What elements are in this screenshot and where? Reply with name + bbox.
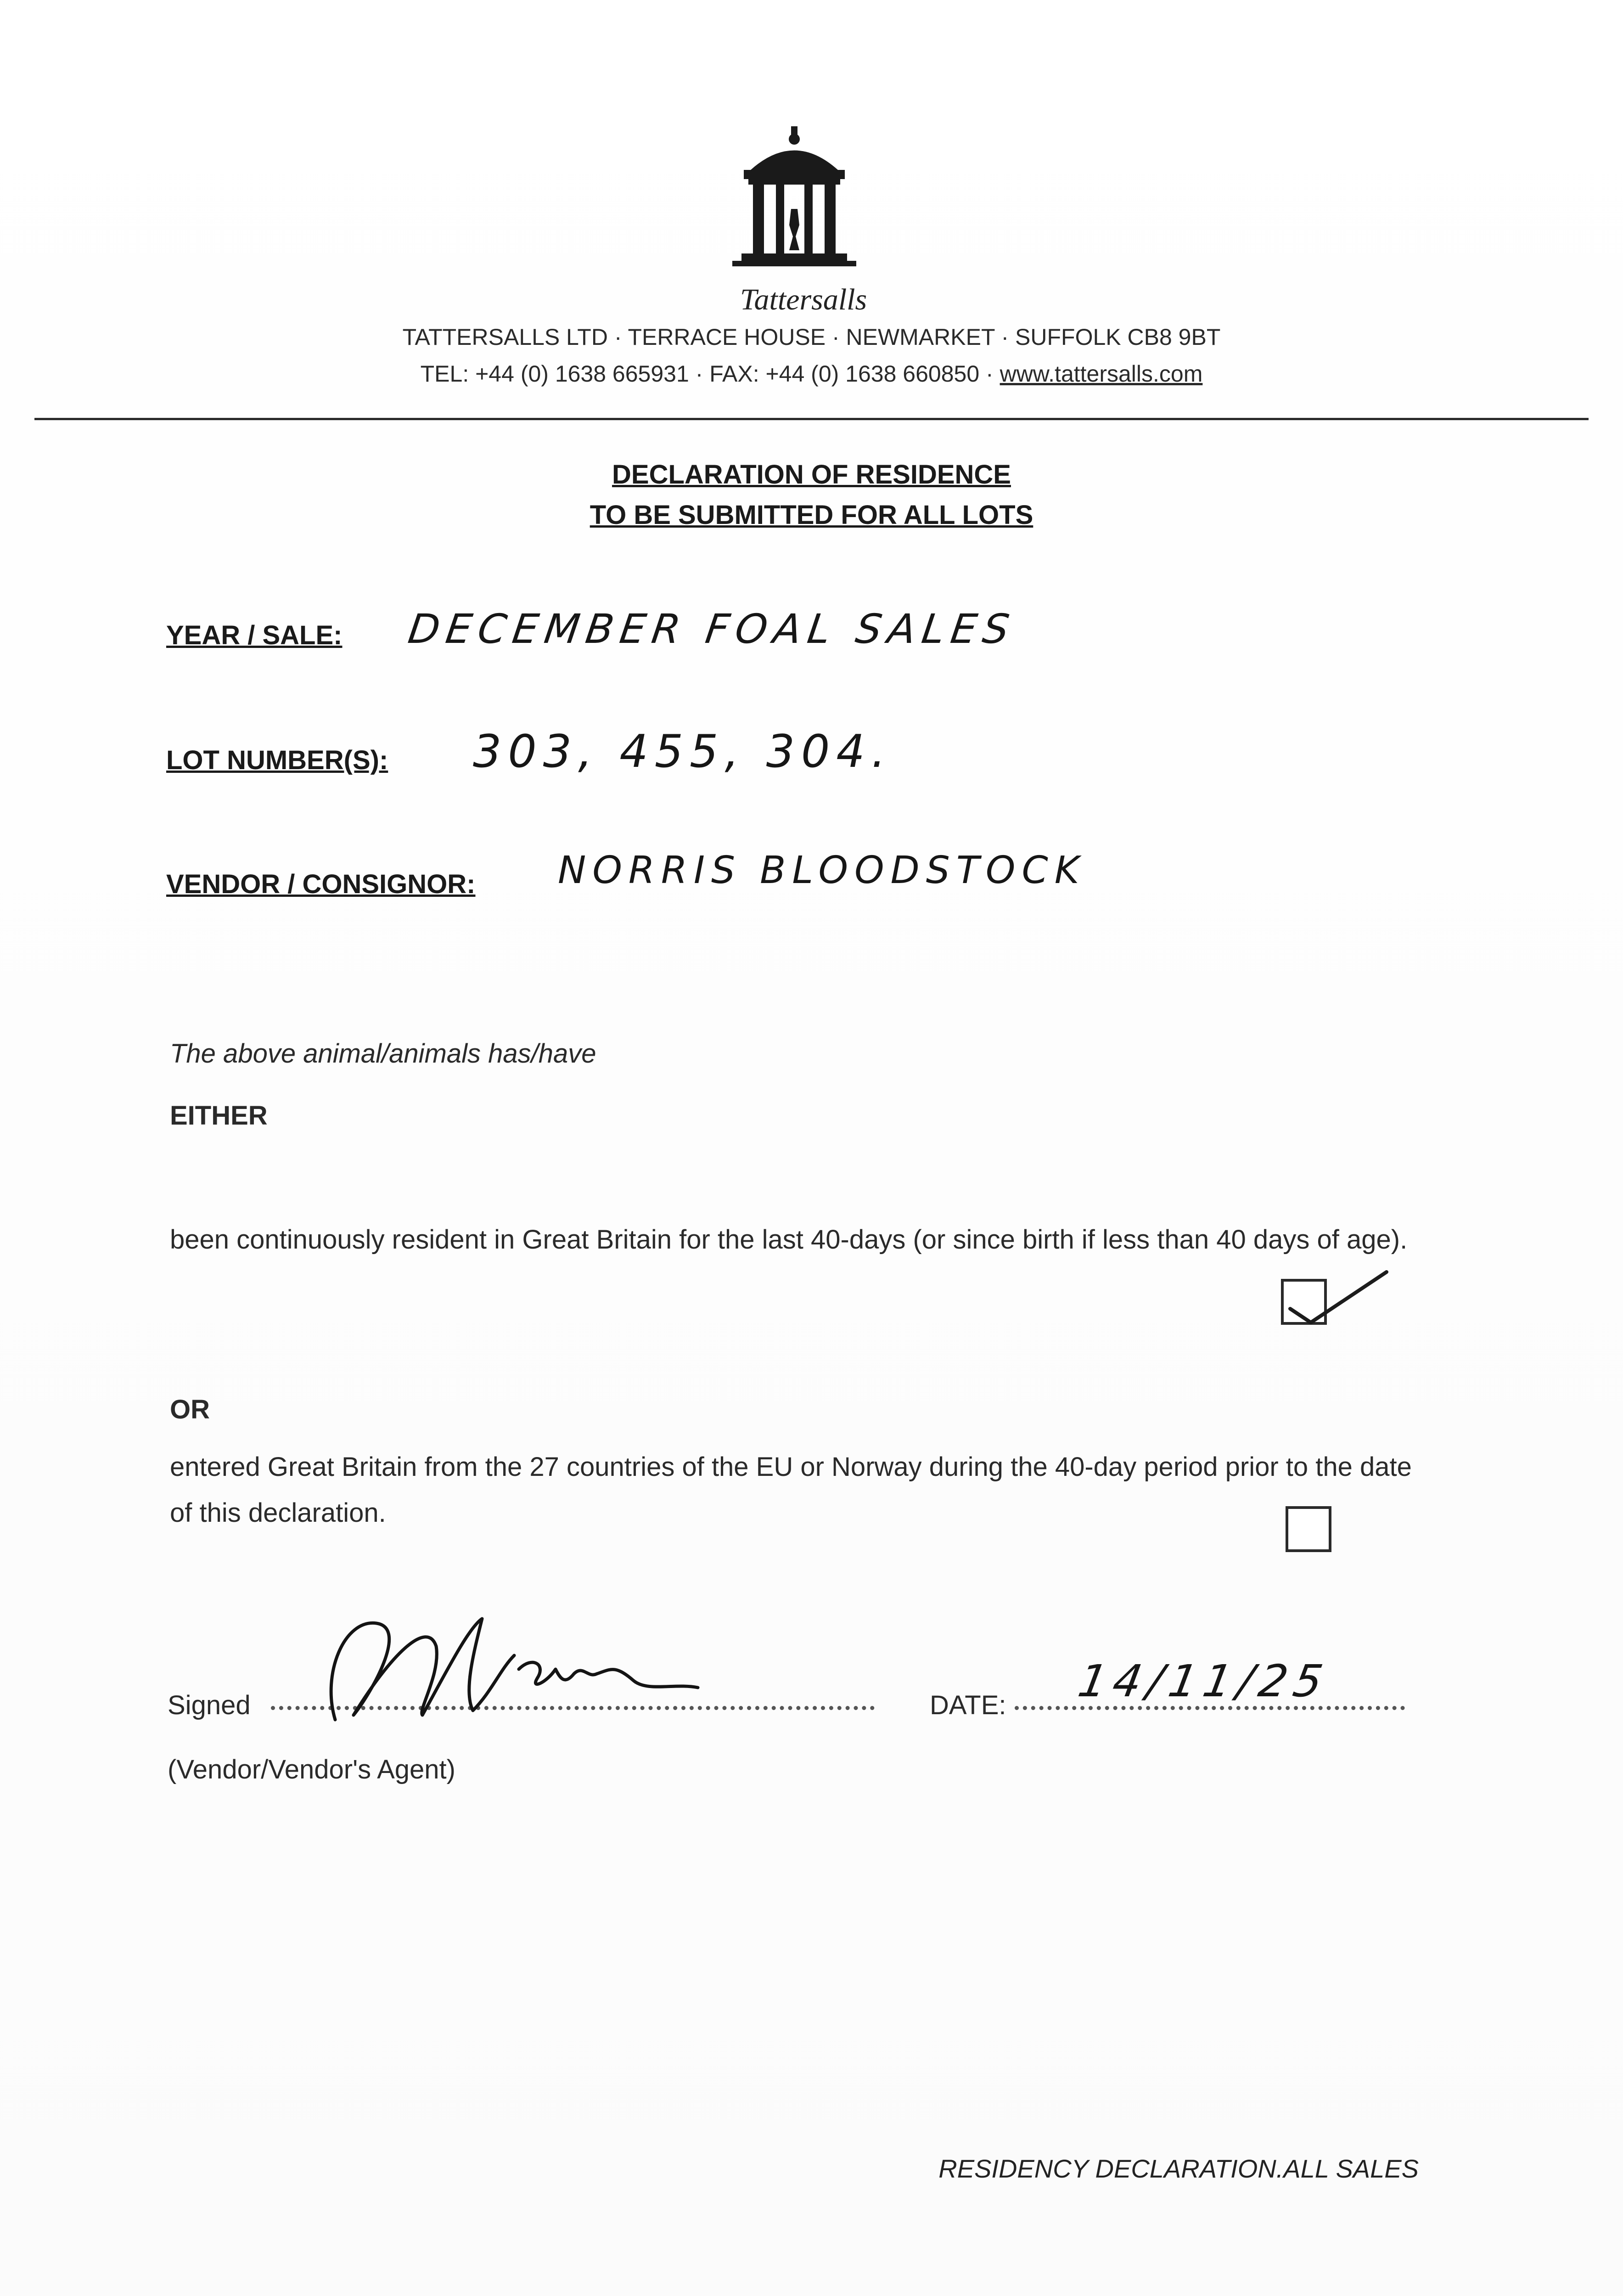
signer-role-label: (Vendor/Vendor's Agent) bbox=[168, 1755, 455, 1784]
option-resident-text: been continuously resident in Great Britain for the last 40-days (or since birth if less than 40 days of age). bbox=[170, 1225, 1408, 1255]
footer-form-id: RESIDENCY DECLARATION.ALL SALES bbox=[938, 2154, 1419, 2183]
form-subtitle: TO BE SUBMITTED FOR ALL LOTS bbox=[590, 500, 1033, 530]
contact-line bbox=[138, 360, 1485, 387]
tattersalls-rotunda-logo-icon bbox=[732, 126, 856, 278]
header-divider bbox=[34, 418, 1589, 420]
lot-numbers-field[interactable]: 303, 455, 304. bbox=[473, 726, 892, 778]
vendor-consignor-label: VENDOR / CONSIGNOR: bbox=[166, 869, 476, 899]
website-link[interactable]: www.tattersalls.com bbox=[1000, 361, 1203, 387]
option-entered-checkbox[interactable] bbox=[1286, 1506, 1331, 1552]
checkmark-icon bbox=[1272, 1254, 1391, 1336]
signed-label: Signed bbox=[168, 1690, 251, 1720]
year-sale-label: YEAR / SALE: bbox=[166, 620, 343, 650]
year-sale-field[interactable]: DECEMBER FOAL SALES bbox=[405, 605, 1019, 653]
company-address-line: TATTERSALLS LTD · TERRACE HOUSE · NEWMARKET · SUFFOLK CB8 9BT bbox=[402, 324, 1221, 350]
either-heading: EITHER bbox=[170, 1101, 268, 1131]
brand-script-name: Tattersalls bbox=[740, 283, 867, 316]
date-label: DATE: bbox=[930, 1690, 1006, 1720]
or-heading: OR bbox=[170, 1395, 210, 1424]
contact-numbers: TEL: +44 (0) 1638 665931 · FAX: +44 (0) 1638 660850 · bbox=[420, 361, 1000, 387]
lot-numbers-label: LOT NUMBER(S): bbox=[166, 745, 388, 775]
statement-intro: The above animal/animals has/have bbox=[170, 1039, 596, 1069]
date-field[interactable]: 14/11/25 bbox=[1074, 1655, 1333, 1707]
option-entered-text: entered Great Britain from the 27 countries of the EU or Norway during the 40-day period prior to the date of this declaration. bbox=[170, 1452, 1412, 1528]
vendor-consignor-field[interactable]: NORRIS BLOODSTOCK bbox=[558, 849, 1086, 892]
signature-mark-icon bbox=[317, 1600, 730, 1733]
form-title: DECLARATION OF RESIDENCE bbox=[612, 460, 1011, 490]
